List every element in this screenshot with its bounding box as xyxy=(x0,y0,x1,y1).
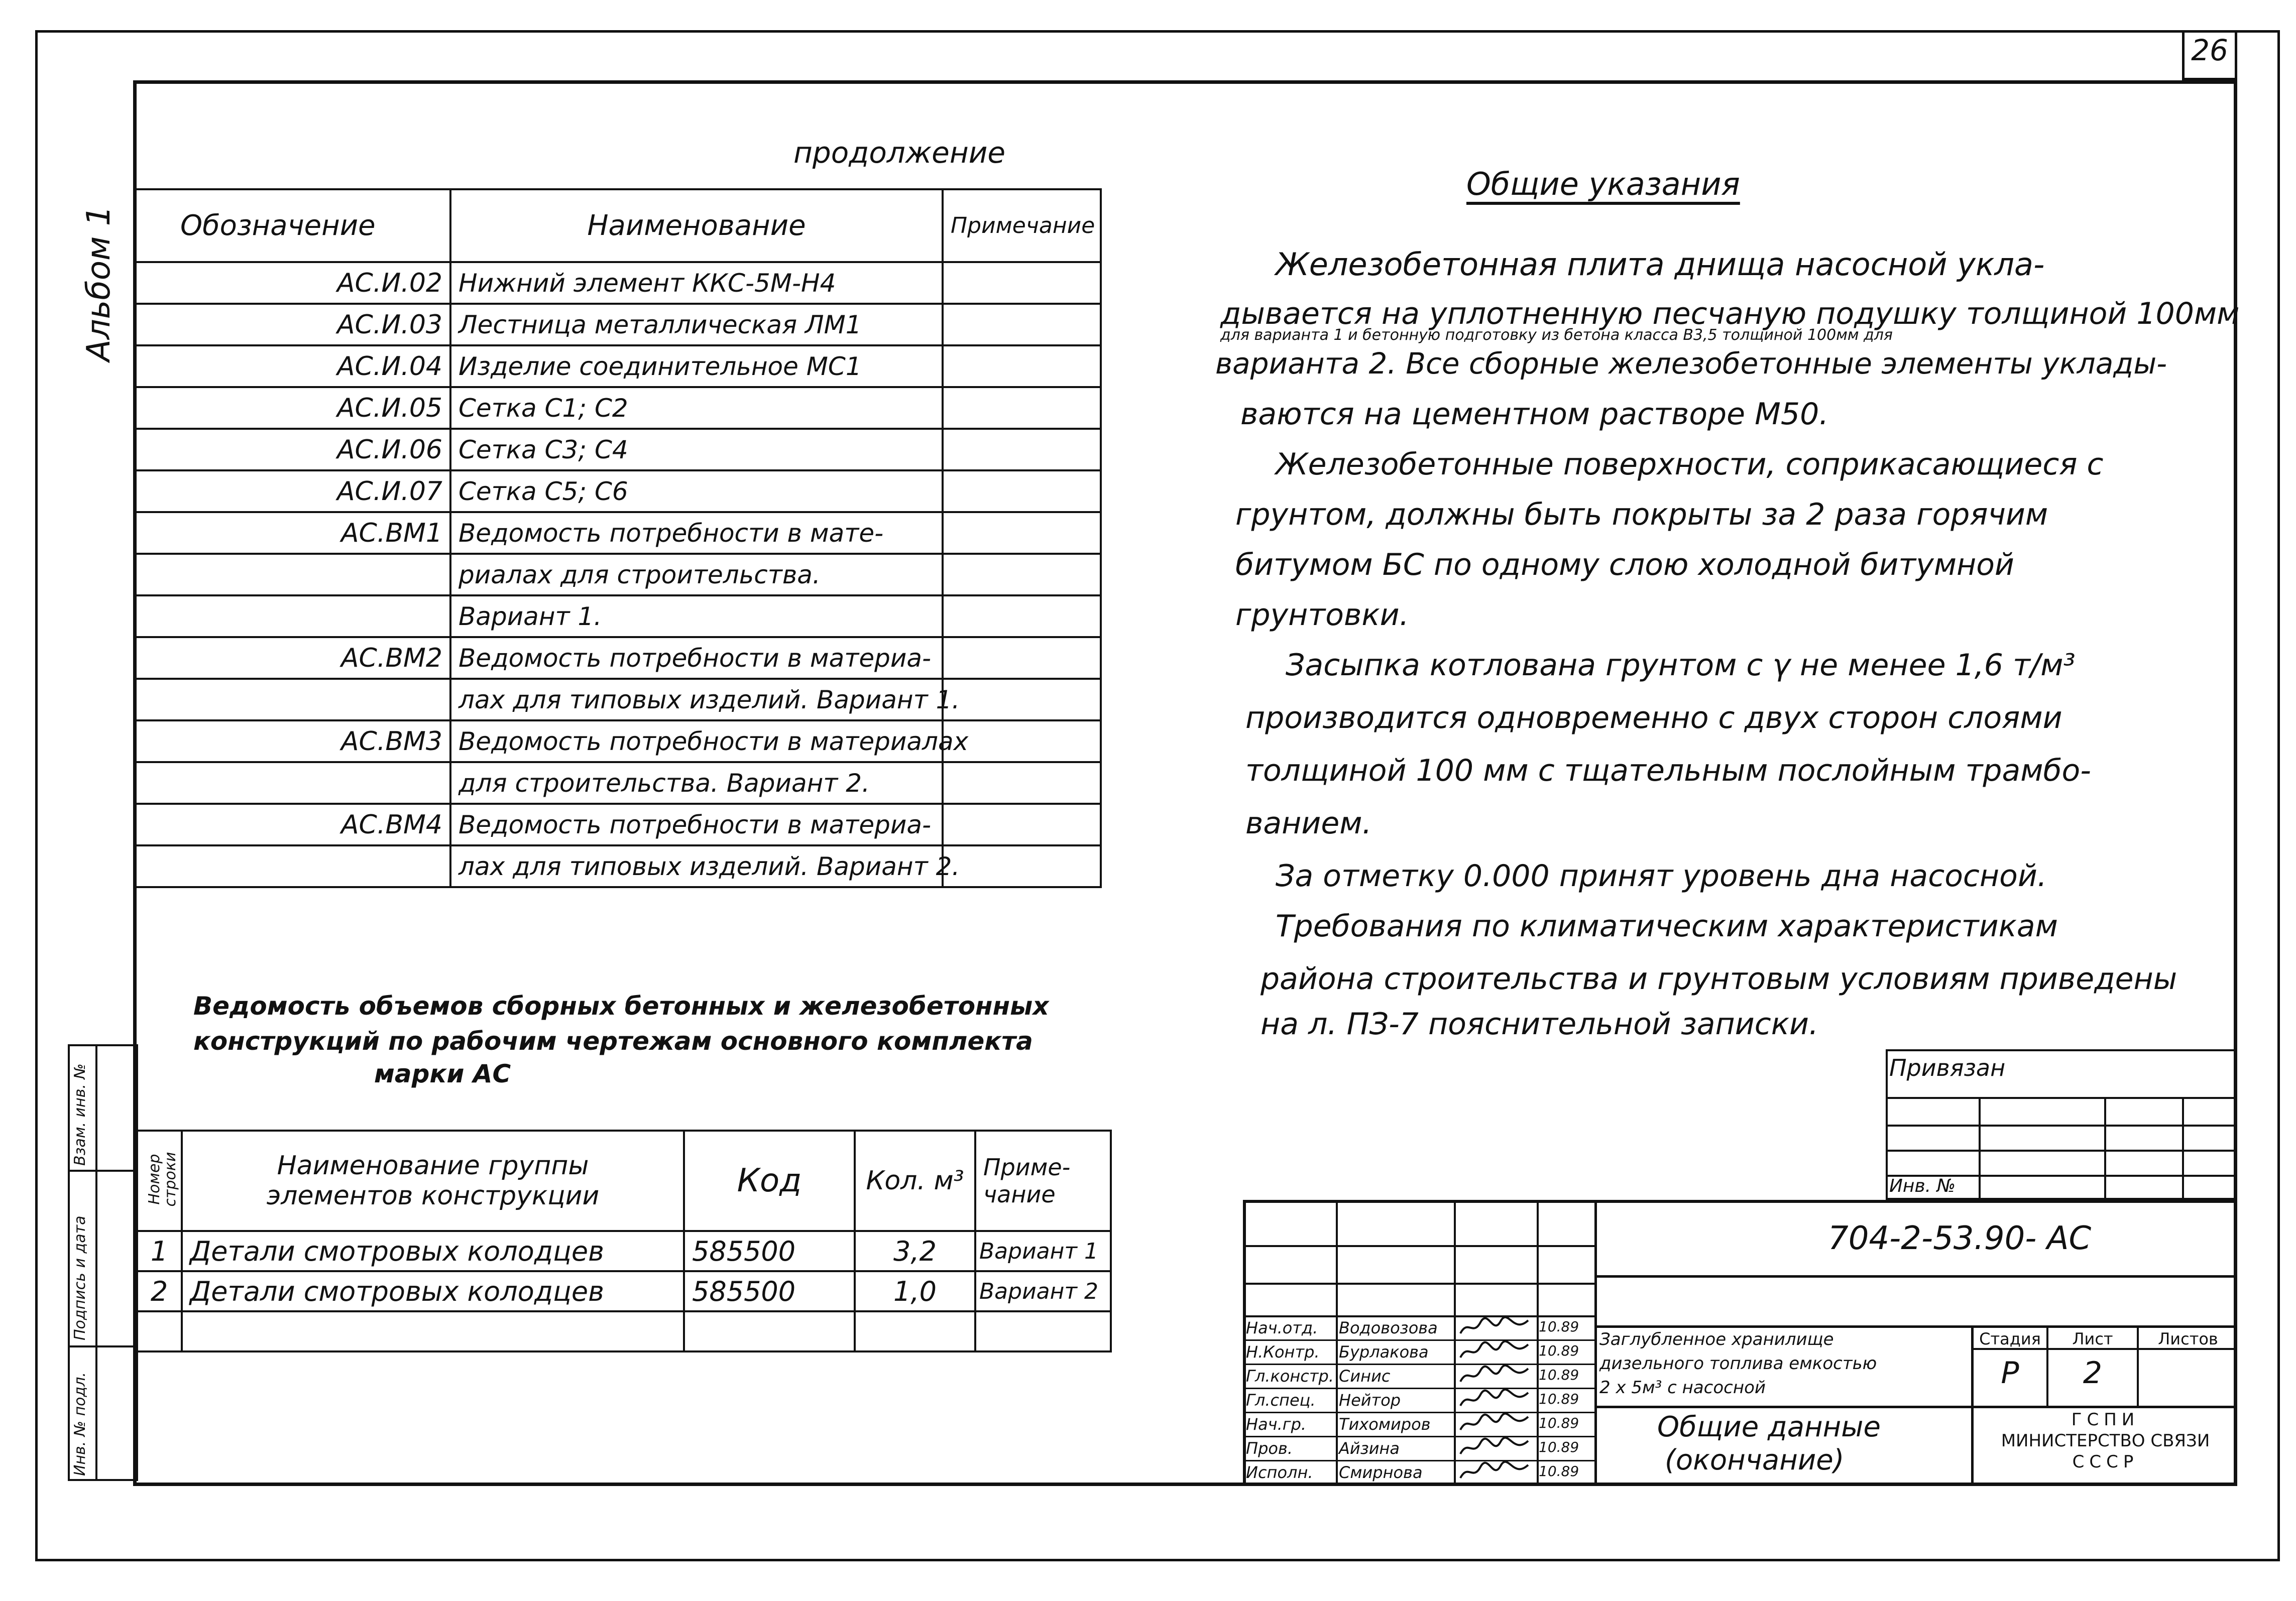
sign-grid-hline xyxy=(1243,1364,1594,1365)
volumes-cell-code: 585500 xyxy=(684,1271,855,1311)
docs-cell-designation: АС.И.06 xyxy=(134,429,450,470)
privyazan-vline xyxy=(1979,1097,1981,1200)
sign-grid-hline xyxy=(1243,1200,1594,1202)
docs-cell-designation: АС.ВМ3 xyxy=(134,720,450,762)
staff-role: Н.Контр. xyxy=(1246,1342,1320,1362)
docs-cell-designation: АС.И.05 xyxy=(134,387,450,429)
staff-role: Исполн. xyxy=(1246,1463,1313,1482)
docs-cell-name: Сетка С1; С2 xyxy=(450,387,943,429)
sheet-value: 2 xyxy=(2083,1356,2103,1391)
volumes-cell-qty: 1,0 xyxy=(855,1271,975,1311)
docs-cell-note xyxy=(943,762,1101,804)
volumes-row xyxy=(137,1271,1111,1311)
general-note-line: варианта 2. Все сборные железобетонные элементы уклады- xyxy=(1215,346,2167,381)
docs-table-caption: продолжение xyxy=(793,136,1006,170)
volumes-title-1: Ведомость объемов сборных бетонных и железобетонных xyxy=(193,992,1049,1021)
signature-scribble xyxy=(1458,1389,1533,1411)
project-line-3: 2 x 5м³ с насосной xyxy=(1599,1378,1766,1398)
privyazan-hline xyxy=(1886,1125,2237,1127)
signature-scribble xyxy=(1458,1340,1533,1363)
privyazan-inv-label: Инв. № xyxy=(1889,1176,1956,1196)
signature-scribble xyxy=(1458,1461,1533,1483)
stage-value: Р xyxy=(2001,1356,2019,1391)
volumes-cell-qty: 3,2 xyxy=(855,1231,975,1271)
sheet-number: 26 xyxy=(2191,33,2228,67)
docs-row xyxy=(134,595,1101,637)
staff-date: 10.89 xyxy=(1539,1342,1579,1359)
docs-cell-designation: АС.ВМ4 xyxy=(134,804,450,845)
general-note-line: грунтом, должны быть покрыты за 2 раза горячим xyxy=(1235,497,2048,532)
docs-cell-note xyxy=(943,679,1101,720)
docs-cell-note xyxy=(943,845,1101,887)
docs-cell-note xyxy=(943,345,1101,387)
staff-role: Нач.гр. xyxy=(1246,1415,1307,1434)
volumes-cell-num: 2 xyxy=(137,1271,182,1311)
volumes-cell-empty xyxy=(137,1311,182,1351)
docs-cell-designation: АС.И.02 xyxy=(134,262,450,304)
staff-role: Гл.спец. xyxy=(1246,1391,1316,1410)
docs-cell-name: Нижний элемент ККС-5М-Н4 xyxy=(450,262,943,304)
side-stamp-label-replace: Взам. инв. № xyxy=(71,1063,89,1166)
docs-row xyxy=(134,679,1101,720)
sign-grid-vline xyxy=(1454,1200,1456,1486)
staff-date: 10.89 xyxy=(1539,1463,1579,1480)
docs-cell-designation xyxy=(134,762,450,804)
staff-name: Смирнова xyxy=(1339,1463,1423,1482)
docs-row xyxy=(134,470,1101,512)
staff-role: Пров. xyxy=(1246,1439,1293,1458)
docs-cell-name: Лестница металлическая ЛМ1 xyxy=(450,304,943,345)
title-block-hline xyxy=(1594,1406,2237,1408)
sign-grid-hline xyxy=(1243,1412,1594,1413)
project-line-2: дизельного топлива емкостью xyxy=(1599,1353,1877,1374)
docs-row xyxy=(134,345,1101,387)
org-line-3: СССР xyxy=(2072,1452,2139,1472)
docs-row xyxy=(134,845,1101,887)
volumes-header-code: Код xyxy=(684,1131,855,1231)
docs-row xyxy=(134,512,1101,554)
staff-name: Тихомиров xyxy=(1339,1415,1431,1434)
docs-cell-name: Ведомость потребности в материа- xyxy=(450,804,943,845)
docs-row xyxy=(134,262,1101,304)
docs-row xyxy=(134,304,1101,345)
docs-cell-name: Ведомость потребности в мате- xyxy=(450,512,943,554)
volumes-title-2: конструкций по рабочим чертежам основного комплекта xyxy=(193,1027,1033,1056)
volumes-header-note: Приме- чание xyxy=(975,1131,1111,1231)
docs-cell-name: Ведомость потребности в материа- xyxy=(450,637,943,679)
staff-date: 10.89 xyxy=(1539,1439,1579,1455)
sign-grid-hline xyxy=(1243,1484,1594,1486)
docs-cell-designation xyxy=(134,554,450,595)
volumes-row-empty xyxy=(137,1311,1111,1351)
general-note-line: За отметку 0.000 принят уровень дна насосной. xyxy=(1276,858,2047,894)
general-note-line: Засыпка котлована грунтом с γ не менее 1,6 т/м³ xyxy=(1286,648,2076,683)
signature-scribble xyxy=(1458,1413,1533,1435)
general-note-line: дывается на уплотненную песчаную подушку толщиной 100мм xyxy=(1220,296,2240,331)
sign-grid-hline xyxy=(1243,1388,1594,1389)
privyazan-hline xyxy=(1886,1150,2237,1152)
docs-row xyxy=(134,762,1101,804)
sheet-title-2: (окончание) xyxy=(1665,1444,1845,1476)
staff-date: 10.89 xyxy=(1539,1367,1579,1383)
general-note-line: ванием. xyxy=(1245,806,1372,841)
staff-name: Бурлакова xyxy=(1339,1342,1429,1362)
general-note-line: Требования по климатическим характеристикам xyxy=(1276,909,2058,944)
signature-scribble xyxy=(1458,1437,1533,1459)
staff-role: Нач.отд. xyxy=(1246,1318,1318,1337)
docs-cell-name: Сетка С5; С6 xyxy=(450,470,943,512)
docs-row xyxy=(134,429,1101,470)
docs-cell-name: лах для типовых изделий. Вариант 2. xyxy=(450,845,943,887)
volumes-cell-note: Вариант 2 xyxy=(975,1271,1111,1311)
docs-cell-name: для строительства. Вариант 2. xyxy=(450,762,943,804)
volumes-table xyxy=(136,1130,1112,1352)
docs-cell-note xyxy=(943,804,1101,845)
sign-grid-vline xyxy=(1594,1200,1597,1486)
general-note-line: толщиной 100 мм с тщательным послойным трамбо- xyxy=(1245,753,2091,788)
docs-cell-name: риалах для строительства. xyxy=(450,554,943,595)
docs-cell-designation xyxy=(134,679,450,720)
staff-name: Водовозова xyxy=(1339,1318,1438,1337)
sheets-label: Листов xyxy=(2158,1329,2218,1348)
docs-row xyxy=(134,554,1101,595)
sign-grid-vline xyxy=(1336,1200,1338,1486)
volumes-cell-name: Детали смотровых колодцев xyxy=(182,1231,684,1271)
sheet-label: Лист xyxy=(2072,1329,2113,1348)
docs-row xyxy=(134,387,1101,429)
side-stamp-row-divider xyxy=(68,1170,138,1172)
stage-label: Стадия xyxy=(1979,1329,2041,1348)
staff-date: 10.89 xyxy=(1539,1391,1579,1407)
sign-grid-hline xyxy=(1243,1245,1594,1247)
general-note-line: для варианта 1 и бетонную подготовку из бетона класса В3,5 толщиной 100мм для xyxy=(1220,326,1893,344)
docs-cell-designation: АС.ВМ2 xyxy=(134,637,450,679)
general-note-line: района строительства и грунтовым условиям приведены xyxy=(1260,961,2177,997)
sign-grid-hline xyxy=(1243,1315,1594,1317)
docs-cell-note xyxy=(943,262,1101,304)
docs-cell-designation xyxy=(134,595,450,637)
docs-cell-name: Изделие соединительное МС1 xyxy=(450,345,943,387)
docs-cell-name: Вариант 1. xyxy=(450,595,943,637)
staff-date: 10.89 xyxy=(1539,1415,1579,1431)
sign-grid-hline xyxy=(1243,1460,1594,1461)
privyazan-vline xyxy=(2104,1097,2106,1200)
volumes-title-3: марки АС xyxy=(374,1059,511,1088)
docs-row xyxy=(134,804,1101,845)
signature-scribble xyxy=(1458,1316,1533,1338)
side-stamp-label-signature: Подпись и дата xyxy=(71,1215,89,1340)
docs-row xyxy=(134,637,1101,679)
privyazan-hline xyxy=(1886,1097,2237,1099)
volumes-cell-empty xyxy=(975,1311,1111,1351)
docs-cell-name: Ведомость потребности в материалах xyxy=(450,720,943,762)
privyazan-vline xyxy=(2182,1097,2184,1200)
project-line-1: Заглубленное хранилище xyxy=(1599,1329,1834,1349)
staff-date: 10.89 xyxy=(1539,1318,1579,1335)
docs-header-name: Наименование xyxy=(450,189,943,262)
docs-cell-note xyxy=(943,595,1101,637)
docs-header-note: Примечание xyxy=(943,189,1101,262)
general-note-line: производится одновременно с двух сторон слоями xyxy=(1245,700,2062,735)
volumes-cell-code: 585500 xyxy=(684,1231,855,1271)
staff-role: Гл.констр. xyxy=(1246,1367,1334,1386)
volumes-cell-num: 1 xyxy=(137,1231,182,1271)
docs-table xyxy=(133,188,1102,888)
volumes-header-qty: Кол. м³ xyxy=(855,1131,975,1231)
volumes-cell-empty xyxy=(855,1311,975,1351)
volumes-cell-empty xyxy=(684,1311,855,1351)
sign-grid-hline xyxy=(1243,1283,1594,1285)
docs-cell-note xyxy=(943,512,1101,554)
general-note-line: ваются на цементном растворе М50. xyxy=(1240,397,1829,432)
sign-grid-hline xyxy=(1243,1339,1594,1341)
general-title: Общие указания xyxy=(1466,166,1740,202)
side-stamp-label-inv: Инв. № подл. xyxy=(71,1372,89,1476)
docs-cell-name: лах для типовых изделий. Вариант 1. xyxy=(450,679,943,720)
volumes-header-name: Наименование группы элементов конструкции xyxy=(182,1131,684,1231)
sheet-title-1: Общие данные xyxy=(1657,1411,1881,1443)
volumes-header-num: Номер строки xyxy=(137,1131,182,1231)
staff-name: Нейтор xyxy=(1339,1391,1401,1410)
volumes-cell-name: Детали смотровых колодцев xyxy=(182,1271,684,1311)
docs-cell-note xyxy=(943,304,1101,345)
side-stamp-row-divider xyxy=(68,1345,138,1347)
volumes-cell-empty xyxy=(182,1311,684,1351)
staff-name: Айзина xyxy=(1339,1439,1400,1458)
volumes-row xyxy=(137,1231,1111,1271)
staff-name: Синис xyxy=(1339,1367,1391,1386)
docs-cell-designation xyxy=(134,845,450,887)
docs-cell-note xyxy=(943,470,1101,512)
docs-row xyxy=(134,720,1101,762)
title-block-hline xyxy=(1594,1275,2237,1278)
general-note-line: Железобетонная плита днища насосной укла- xyxy=(1276,246,2045,283)
volumes-cell-note: Вариант 1 xyxy=(975,1231,1111,1271)
signature-scribble xyxy=(1458,1365,1533,1387)
general-note-line: на л. ПЗ-7 пояснительной записки. xyxy=(1260,1007,1819,1042)
org-line-1: ГСПИ xyxy=(2071,1410,2140,1430)
sign-grid-hline xyxy=(1243,1436,1594,1437)
sign-grid-vline xyxy=(1243,1200,1245,1486)
general-note-line: Железобетонные поверхности, соприкасающиеся с xyxy=(1276,447,2104,482)
general-note-line: грунтовки. xyxy=(1235,597,1409,633)
docs-header-designation: Обозначение xyxy=(134,189,450,262)
title-block-hline xyxy=(1594,1325,2237,1328)
docs-cell-note xyxy=(943,637,1101,679)
doc-code: 704-2-53.90- АС xyxy=(1828,1220,2092,1257)
privyazan-label: Привязан xyxy=(1889,1054,2006,1081)
docs-cell-note xyxy=(943,387,1101,429)
docs-cell-name: Сетка С3; С4 xyxy=(450,429,943,470)
album-label: Альбом 1 xyxy=(80,205,118,361)
docs-cell-note xyxy=(943,554,1101,595)
docs-cell-designation: АС.И.03 xyxy=(134,304,450,345)
side-stamp-divider xyxy=(95,1044,97,1481)
org-line-2: МИНИСТЕРСТВО СВЯЗИ xyxy=(2001,1431,2210,1451)
docs-cell-designation: АС.И.07 xyxy=(134,470,450,512)
docs-cell-note xyxy=(943,429,1101,470)
docs-cell-designation: АС.И.04 xyxy=(134,345,450,387)
docs-cell-designation: АС.ВМ1 xyxy=(134,512,450,554)
general-note-line: битумом БС по одному слою холодной битумной xyxy=(1235,547,2014,582)
